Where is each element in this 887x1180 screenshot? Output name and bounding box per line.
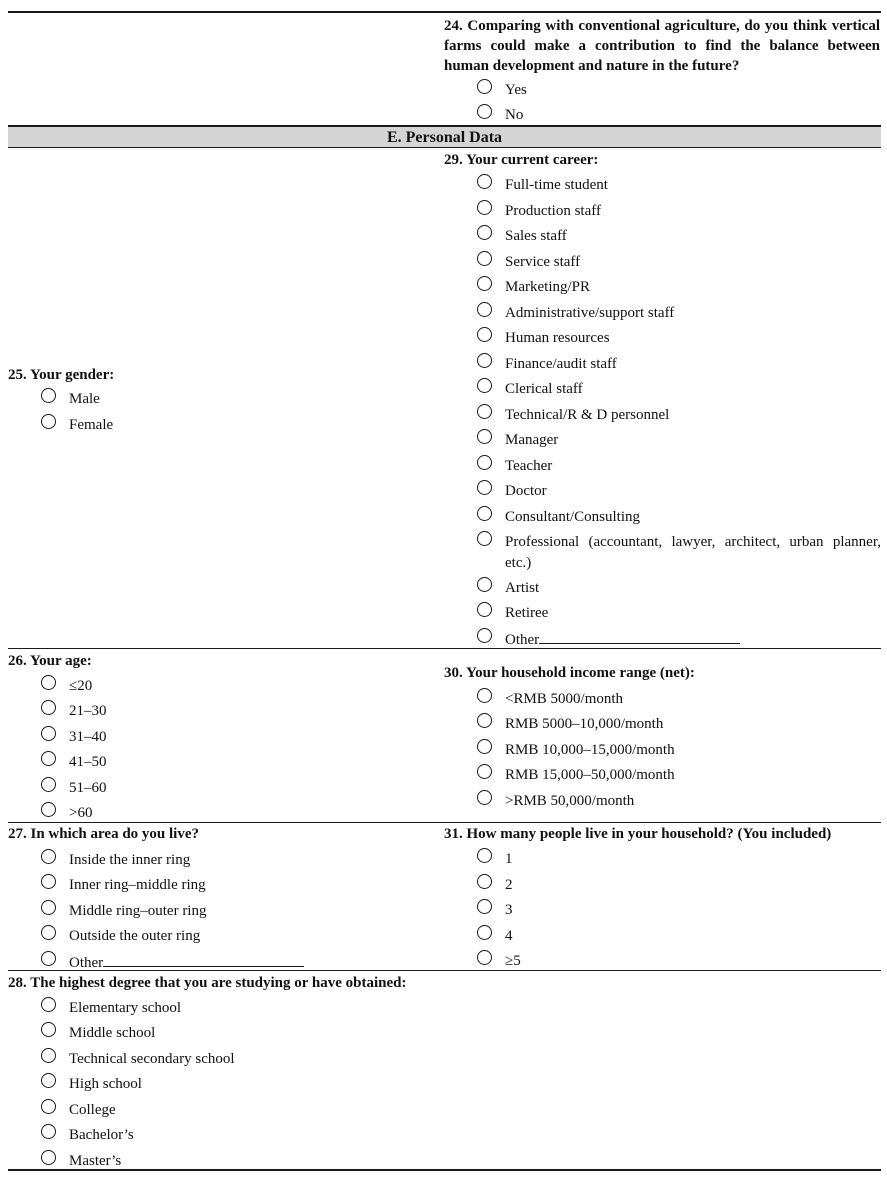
radio-circle-icon[interactable] <box>477 713 492 728</box>
radio-circle-icon[interactable] <box>41 874 56 889</box>
radio-circle-icon[interactable] <box>41 751 56 766</box>
radio-circle-icon[interactable] <box>41 951 56 966</box>
question-30: 30. Your household income range (net): <box>444 665 695 681</box>
radio-circle-icon[interactable] <box>41 1124 56 1139</box>
radio-circle-icon[interactable] <box>477 104 492 119</box>
radio-circle-icon[interactable] <box>41 726 56 741</box>
radio-circle-icon[interactable] <box>477 455 492 470</box>
radio-circle-icon[interactable] <box>41 700 56 715</box>
radio-circle-icon[interactable] <box>477 276 492 291</box>
question-24: 24. Comparing with conventional agriculture, do you think vertical farms could make a contribution to find the balance between human development and nature in the future? <box>444 18 880 74</box>
question-26: 26. Your age: <box>8 653 92 669</box>
question-28: 28. The highest degree that you are studying or have obtained: <box>8 975 407 991</box>
other-text-blank[interactable] <box>103 952 304 967</box>
other-text-blank[interactable] <box>539 629 740 644</box>
radio-circle-icon[interactable] <box>477 790 492 805</box>
radio-circle-icon[interactable] <box>477 925 492 940</box>
radio-circle-icon[interactable] <box>41 1099 56 1114</box>
radio-circle-icon[interactable] <box>477 848 492 863</box>
section-header-personal-data: E. Personal Data <box>8 125 881 148</box>
radio-circle-icon[interactable] <box>477 739 492 754</box>
radio-circle-icon[interactable] <box>477 251 492 266</box>
question-31: 31. How many people live in your household? (You included) <box>444 826 832 842</box>
radio-circle-icon[interactable] <box>41 1073 56 1088</box>
radio-circle-icon[interactable] <box>477 302 492 317</box>
radio-circle-icon[interactable] <box>477 174 492 189</box>
radio-circle-icon[interactable] <box>41 777 56 792</box>
radio-circle-icon[interactable] <box>477 764 492 779</box>
radio-circle-icon[interactable] <box>477 950 492 965</box>
radio-circle-icon[interactable] <box>477 200 492 215</box>
radio-circle-icon[interactable] <box>41 900 56 915</box>
radio-circle-icon[interactable] <box>477 327 492 342</box>
question-29: 29. Your current career: <box>444 152 599 168</box>
radio-circle-icon[interactable] <box>477 506 492 521</box>
radio-circle-icon[interactable] <box>41 1022 56 1037</box>
radio-circle-icon[interactable] <box>477 577 492 592</box>
radio-circle-icon[interactable] <box>477 404 492 419</box>
radio-circle-icon[interactable] <box>41 997 56 1012</box>
radio-circle-icon[interactable] <box>477 429 492 444</box>
radio-circle-icon[interactable] <box>477 480 492 495</box>
radio-circle-icon[interactable] <box>477 874 492 889</box>
top-rule <box>8 11 881 13</box>
radio-circle-icon[interactable] <box>41 849 56 864</box>
radio-circle-icon[interactable] <box>477 225 492 240</box>
radio-circle-icon[interactable] <box>477 531 492 546</box>
radio-circle-icon[interactable] <box>41 414 56 429</box>
radio-circle-icon[interactable] <box>477 628 492 643</box>
question-27: 27. In which area do you live? <box>8 826 199 842</box>
question-25: 25. Your gender: <box>8 367 115 383</box>
bottom-rule <box>8 1169 881 1171</box>
radio-circle-icon[interactable] <box>41 675 56 690</box>
radio-circle-icon[interactable] <box>477 353 492 368</box>
radio-circle-icon[interactable] <box>41 925 56 940</box>
radio-circle-icon[interactable] <box>477 602 492 617</box>
radio-circle-icon[interactable] <box>41 388 56 403</box>
radio-circle-icon[interactable] <box>41 1150 56 1165</box>
divider-row-1 <box>8 648 881 649</box>
radio-circle-icon[interactable] <box>477 688 492 703</box>
radio-circle-icon[interactable] <box>41 802 56 817</box>
radio-circle-icon[interactable] <box>477 378 492 393</box>
radio-circle-icon[interactable] <box>41 1048 56 1063</box>
radio-circle-icon[interactable] <box>477 79 492 94</box>
radio-circle-icon[interactable] <box>477 899 492 914</box>
divider-row-2 <box>8 822 881 823</box>
